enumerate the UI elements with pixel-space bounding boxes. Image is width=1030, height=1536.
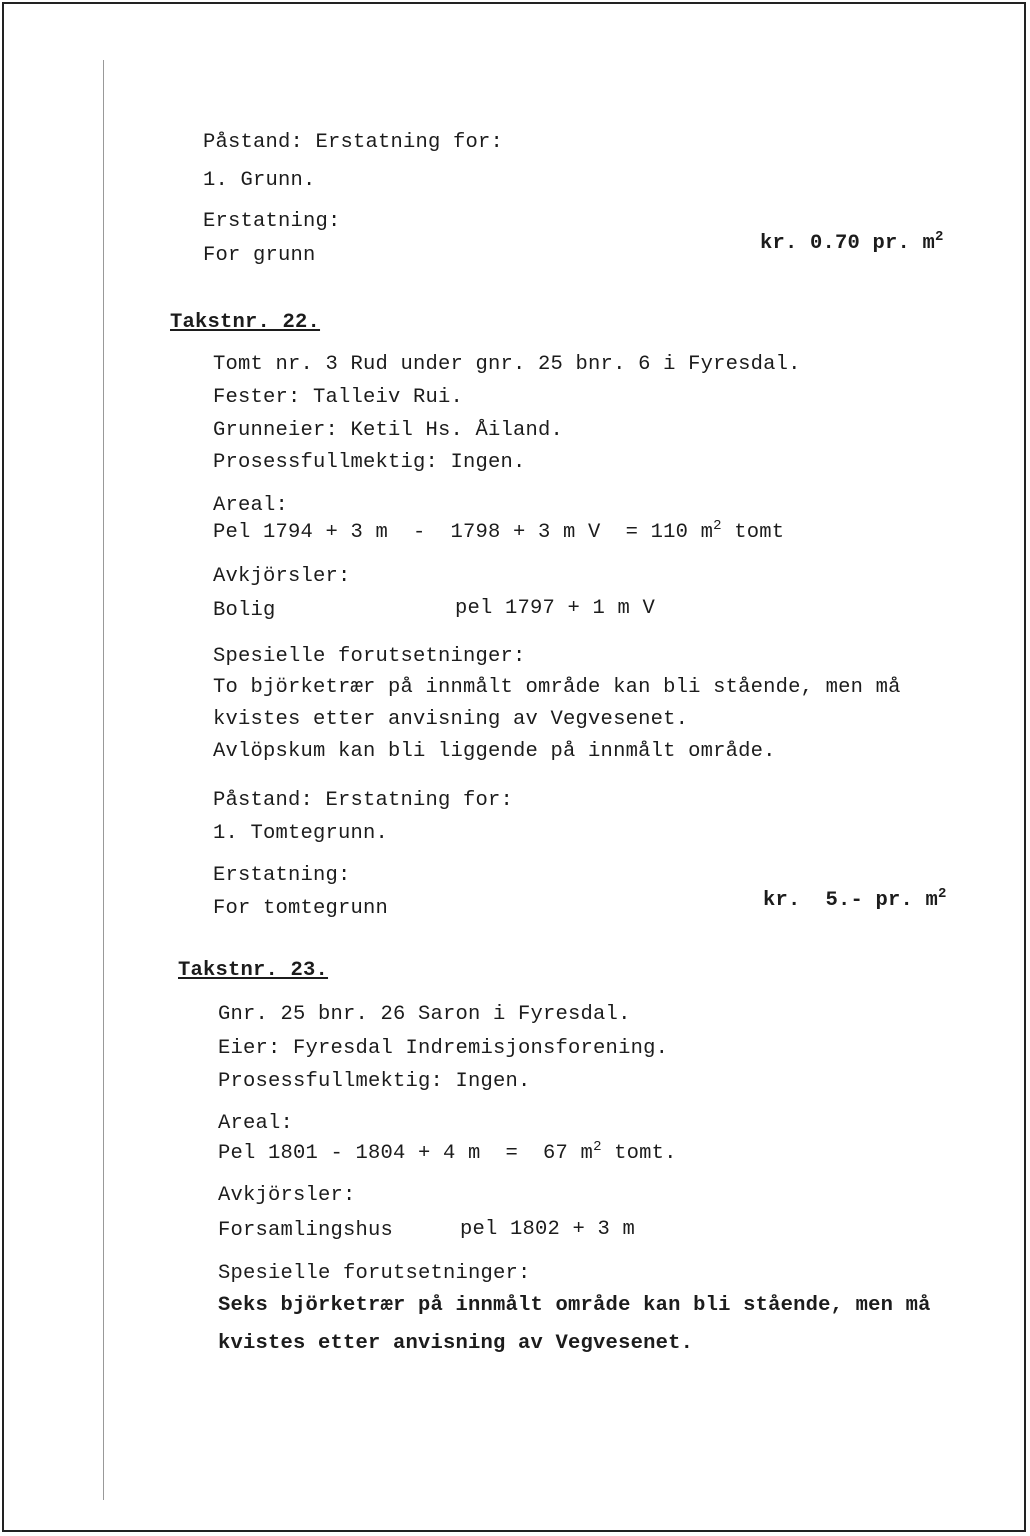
section-heading-22: Takstnr. 22. (170, 311, 321, 334)
property: Tomt nr. 3 Rud under gnr. 25 bnr. 6 i Fyresdal. (213, 353, 801, 376)
exit-name: Forsamlingshus (218, 1219, 394, 1242)
area-label: Areal: (218, 1112, 294, 1135)
amount-text: kr. 0.70 pr. m (760, 232, 936, 255)
section-heading-23: Takstnr. 23. (178, 959, 329, 982)
compensation-label: Erstatning: (213, 864, 351, 887)
owner: Grunneier: Ketil Hs. Åiland. (213, 419, 564, 442)
attorney: Prosessfullmektig: Ingen. (213, 451, 526, 474)
area-suffix: tomt. (601, 1142, 677, 1165)
claim-label: Påstand: Erstatning for: (203, 131, 504, 154)
compensation-amount (760, 229, 944, 256)
area-text: Pel 1794 + 3 m - 1798 + 3 m V = 110 m (213, 521, 714, 544)
exit-value: pel 1802 + 3 m (460, 1218, 636, 1241)
claim-label: Påstand: Erstatning for: (213, 789, 514, 812)
unit-exponent: 2 (938, 886, 947, 902)
property: Gnr. 25 bnr. 26 Saron i Fyresdal. (218, 1003, 631, 1026)
unit-exponent: 2 (935, 229, 944, 245)
owner: Eier: Fyresdal Indremisjonsforening. (218, 1037, 669, 1060)
special-line: kvistes etter anvisning av Vegvesenet. (218, 1332, 694, 1355)
exit-value: pel 1797 + 1 m V (455, 597, 656, 620)
special-line: To björketrær på innmålt område kan bli stående, men må (213, 676, 901, 699)
area-exponent: 2 (713, 518, 722, 534)
special-line: Avlöpskum kan bli liggende på innmålt område. (213, 740, 776, 763)
special-line: kvistes etter anvisning av Vegvesenet. (213, 708, 689, 731)
area-value (218, 1139, 677, 1166)
margin-line (103, 60, 104, 1500)
exits-label: Avkjörsler: (213, 565, 351, 588)
claim-item: 1. Grunn. (203, 169, 316, 192)
area-suffix: tomt (721, 521, 785, 544)
compensation-amount (763, 886, 947, 913)
area-exponent: 2 (593, 1139, 602, 1155)
compensation-label: Erstatning: (203, 210, 341, 233)
compensation-item: For grunn (203, 244, 316, 267)
special-line: Seks björketrær på innmålt område kan bli stående, men må (218, 1294, 931, 1317)
amount-text: kr. 5.- pr. m (763, 889, 939, 912)
area-label: Areal: (213, 494, 289, 517)
special-label: Spesielle forutsetninger: (213, 645, 526, 668)
exits-label: Avkjörsler: (218, 1184, 356, 1207)
fester: Fester: Talleiv Rui. (213, 386, 464, 409)
area-text: Pel 1801 - 1804 + 4 m = 67 m (218, 1142, 594, 1165)
claim-item: 1. Tomtegrunn. (213, 822, 389, 845)
exit-name: Bolig (213, 599, 276, 622)
compensation-item: For tomtegrunn (213, 897, 389, 920)
area-value (213, 518, 785, 545)
attorney: Prosessfullmektig: Ingen. (218, 1070, 531, 1093)
special-label: Spesielle forutsetninger: (218, 1262, 531, 1285)
